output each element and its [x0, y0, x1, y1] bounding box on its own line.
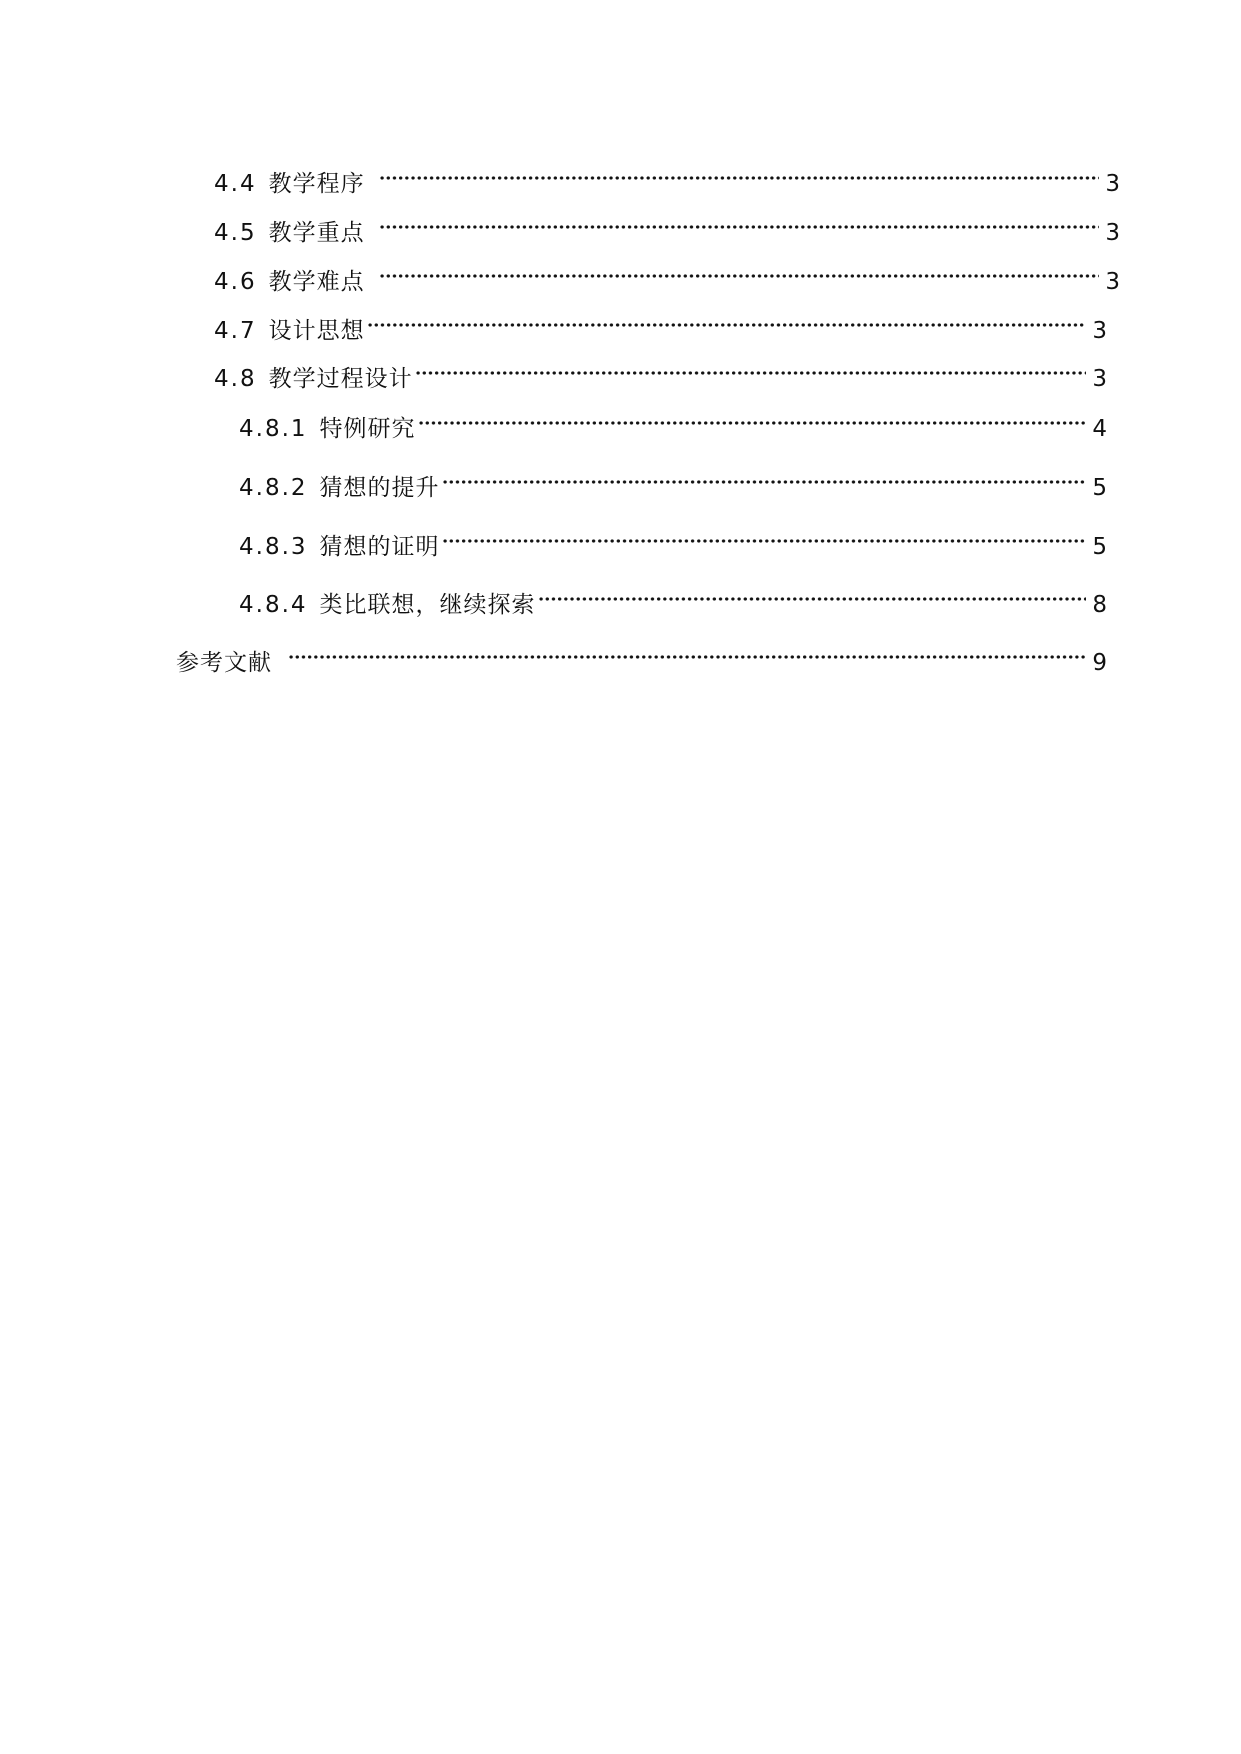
toc-entry-page: 3 [1092, 366, 1107, 392]
toc-entry-page: 8 [1092, 592, 1107, 618]
dot-leader [415, 346, 1087, 386]
toc-entry-number: 4.5 [214, 220, 257, 246]
toc-entry-4-8-3[interactable] [239, 514, 1107, 560]
toc-entry-page: 3 [1092, 318, 1107, 344]
toc-entry-page: 3 [1105, 171, 1120, 197]
toc-entry-title: 设计思想 [268, 318, 365, 344]
toc-entry-4-8-2[interactable] [239, 455, 1107, 501]
dot-leader [367, 298, 1087, 338]
toc-entry-title: 教学重点 [268, 220, 365, 246]
dot-leader [379, 200, 1100, 240]
toc-entry-page: 4 [1092, 416, 1107, 442]
toc-entry-4-6[interactable] [214, 249, 1120, 295]
toc-entry-number: 4.8.1 [239, 416, 308, 442]
toc-entry-4-5[interactable] [214, 200, 1120, 246]
toc-entry-title: 参考文献 [176, 650, 272, 676]
dot-leader [379, 151, 1100, 191]
toc-entry-title: 教学程序 [268, 171, 365, 197]
dot-leader [379, 249, 1100, 289]
toc-entry-title: 特例研究 [319, 416, 416, 442]
dot-leader [442, 514, 1087, 554]
dot-leader [442, 455, 1087, 495]
toc-entry-title: 教学过程设计 [268, 366, 413, 392]
toc-entry-references[interactable] [176, 630, 1107, 676]
toc-entry-4-8[interactable] [214, 346, 1107, 392]
toc-entry-number: 4.7 [214, 318, 257, 344]
toc-entry-4-8-4[interactable] [239, 572, 1107, 618]
toc-entry-title: 教学难点 [268, 269, 365, 295]
dot-leader [418, 396, 1087, 436]
toc-entry-number: 4.8.3 [239, 534, 308, 560]
toc-entry-title: 猜想的证明 [319, 534, 440, 560]
toc-entry-4-7[interactable] [214, 298, 1107, 344]
dot-leader [288, 630, 1086, 670]
toc-entry-number: 4.6 [214, 269, 257, 295]
toc-entry-page: 9 [1092, 650, 1107, 676]
toc-entry-number: 4.8.2 [239, 475, 308, 501]
toc-entry-number: 4.4 [214, 171, 257, 197]
toc-entry-page: 3 [1105, 220, 1120, 246]
toc-entry-number: 4.8.4 [239, 592, 308, 618]
toc-entry-4-4[interactable] [214, 151, 1120, 197]
toc-entry-4-8-1[interactable] [239, 396, 1107, 442]
toc-entry-page: 3 [1105, 269, 1120, 295]
toc-entry-title: 猜想的提升 [319, 475, 440, 501]
toc-entry-title: 类比联想，继续探索 [319, 592, 536, 618]
toc-entry-page: 5 [1092, 475, 1107, 501]
toc-entry-page: 5 [1092, 534, 1107, 560]
toc-entry-number: 4.8 [214, 366, 257, 392]
dot-leader [538, 572, 1087, 612]
